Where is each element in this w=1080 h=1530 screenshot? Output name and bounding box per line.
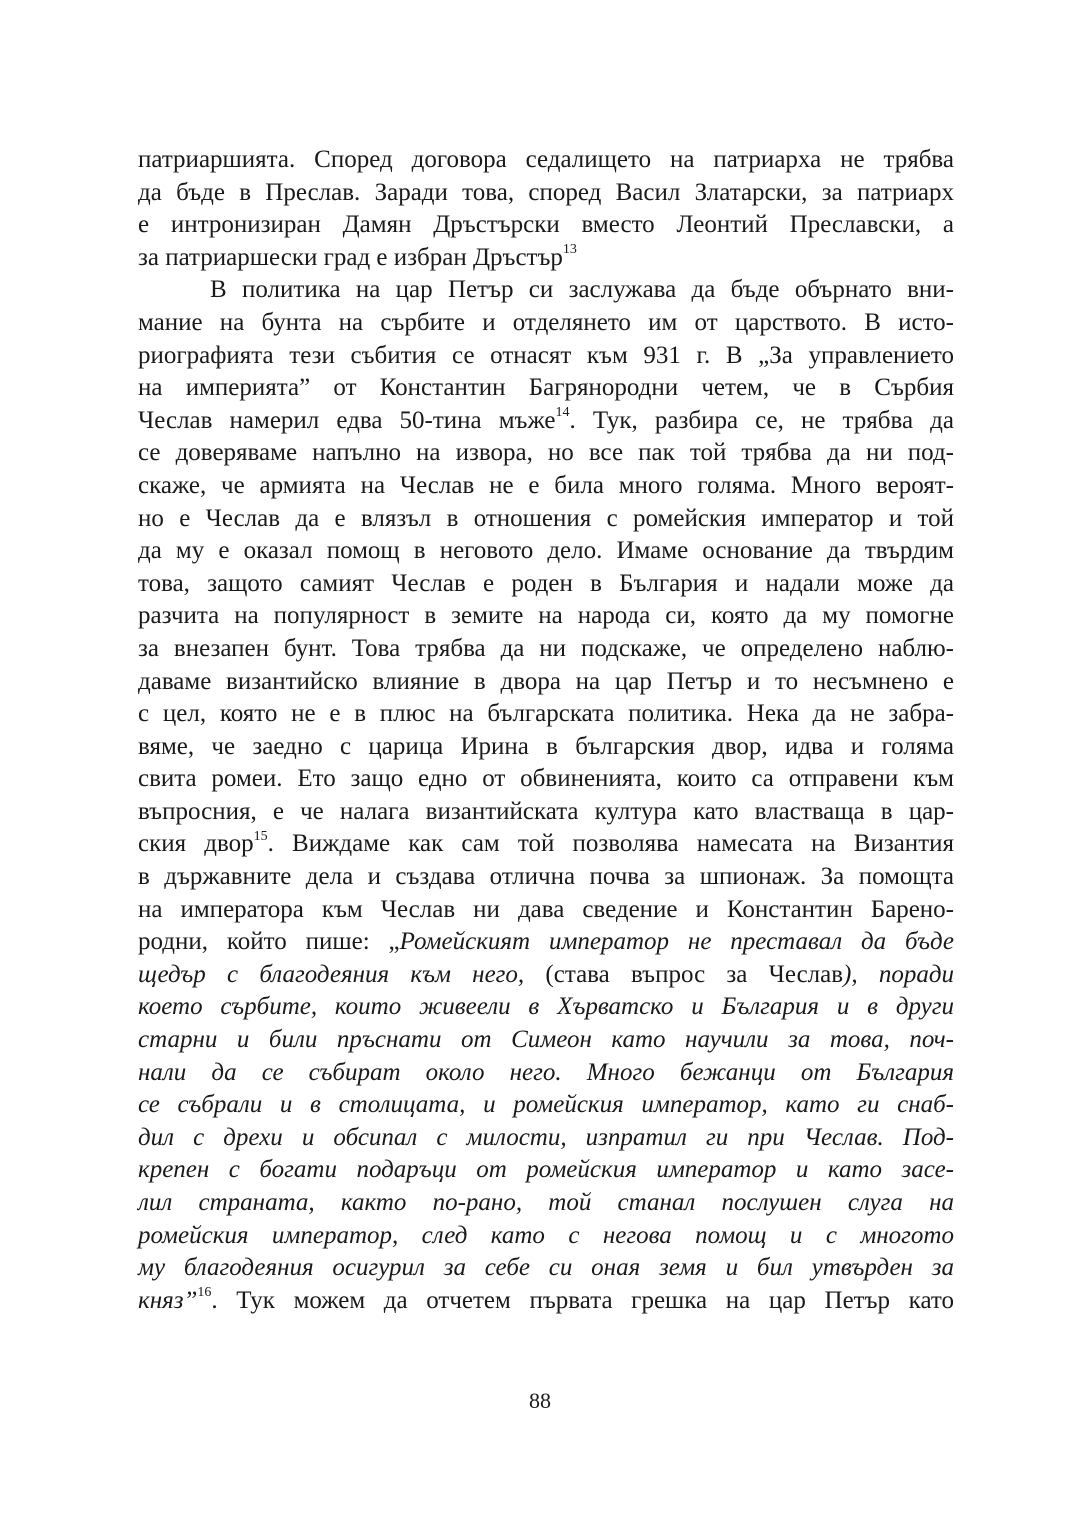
text-line — [138, 1285, 954, 1318]
text-line — [138, 340, 954, 373]
italic-text: му благодеяния осигурил за себе си оная земя и бил утвърден за — [138, 1254, 954, 1282]
footnote-ref: 16 — [197, 1285, 212, 1301]
line-text: . Тук, разбира се, не трябва да — [569, 406, 954, 434]
line-text: да бъде в Преслав. Заради това, според Васил Златарски, за патриарх — [138, 178, 954, 206]
text-line — [138, 503, 954, 536]
line-text: В политика на цар Петър си заслужава да бъде обърнато вни- — [210, 276, 954, 304]
text-line — [138, 763, 954, 796]
line-text: на империята” от Константин Багрянородни четем, че в Сърбия — [138, 374, 954, 402]
italic-text: дил с дрехи и обсипал с милости, изпратил ги при Чеслав. Под- — [138, 1123, 954, 1151]
line-text: да му е оказал помощ в неговото дело. Имаме основание да твърдим — [138, 537, 954, 565]
text-line — [138, 1187, 954, 1220]
line-text: (става въпрос за Чеслав — [524, 960, 844, 988]
text-line — [138, 307, 954, 340]
text-line — [138, 470, 954, 503]
text-line — [138, 209, 954, 242]
text-line — [138, 1154, 954, 1187]
italic-text: старни и били пръснати от Симеон като научили за това, поч- — [138, 1026, 954, 1054]
line-text: с цел, която не е в плюс на българската политика. Нека да не забра- — [138, 700, 954, 728]
line-text: но е Чеслав да е влязъл в отношения с ромейския император и той — [138, 504, 954, 532]
text-line — [138, 1024, 954, 1057]
italic-text: княз” — [138, 1286, 198, 1314]
line-text: се доверяваме напълно на извора, но все пак той трябва да ни под- — [138, 439, 954, 467]
italic-text: се събрали и в столицата, и ромейския император, като ги снаб- — [138, 1091, 954, 1119]
body-text — [138, 144, 954, 1317]
line-text: . Виждаме как сам той позволява намесата на Византия — [267, 830, 954, 858]
text-line — [138, 698, 954, 731]
text-line — [138, 437, 954, 470]
text-line — [138, 894, 954, 927]
line-text: патриаршията. Според договора седалището на патриарха не трябва — [138, 146, 954, 173]
text-line — [138, 991, 954, 1024]
italic-text: нали да се събират около него. Много бежанци от България — [138, 1058, 954, 1086]
text-line — [138, 242, 954, 275]
text-line — [138, 959, 954, 992]
page-number: 88 — [529, 1388, 551, 1413]
text-line — [138, 633, 954, 666]
italic-text: ), поради — [843, 960, 954, 988]
text-line — [138, 828, 954, 861]
line-text: за патриаршески град е избран Дръстър — [138, 243, 563, 271]
italic-text: което сърбите, които живеели в Хърватско и България и в други — [138, 993, 954, 1021]
line-text: ския двор — [138, 830, 254, 858]
text-line — [138, 1089, 954, 1122]
text-line — [138, 144, 954, 177]
text-line — [138, 405, 954, 438]
line-text: разчита на популярност в земите на народа си, която да му помогне — [138, 602, 954, 630]
line-text: риографията тези събития се отнасят към 931 г. В „За управлението — [138, 341, 954, 369]
text-line — [138, 926, 954, 959]
text-line — [138, 1252, 954, 1285]
text-line — [138, 666, 954, 699]
footnote-ref: 15 — [253, 829, 268, 845]
italic-text: ромейския император, след като с негова помощ и с многото — [138, 1221, 954, 1249]
text-line — [138, 274, 954, 307]
text-line — [138, 1122, 954, 1155]
line-text: е интронизиран Дамян Дръстърски вместо Леонтий Преславски, а — [138, 211, 954, 239]
text-line — [138, 177, 954, 210]
line-text: даваме византийско влияние в двора на цар Петър и то несъмнено е — [138, 667, 954, 695]
line-text: родни, който пише: „ — [138, 928, 400, 956]
text-line — [138, 1220, 954, 1253]
text-line — [138, 1057, 954, 1090]
text-line — [138, 600, 954, 633]
line-text: свита ромеи. Ето защо едно от обвиненията, които са отправени към — [138, 765, 954, 793]
line-text: скаже, че армията на Чеслав не е била много голяма. Много вероят- — [138, 471, 954, 499]
text-line — [138, 568, 954, 601]
italic-text: крепен с богати подаръци от ромейския император и като засе- — [138, 1156, 954, 1184]
italic-text: Ромейският император не преставал да бъде — [399, 928, 954, 956]
text-line — [138, 731, 954, 764]
line-text: това, защото самият Чеслав е роден в България и надали може да — [138, 569, 954, 597]
line-text: . Тук можем да отчетем първата грешка на цар Петър като — [211, 1286, 954, 1314]
text-line — [138, 372, 954, 405]
line-text: на императора към Чеслав ни дава сведение и Константин Барено- — [138, 895, 954, 923]
line-text: в държавните дела и създава отлична почва за шпионаж. За помощта — [138, 863, 954, 891]
line-text: въпросния, е че налага византийската култура като властваща в цар- — [138, 797, 954, 825]
text-line — [138, 861, 954, 894]
line-text: Чеслав намерил едва 50-тина мъже — [138, 406, 556, 434]
italic-text: лил страната, както по-рано, той станал послушен слуга на — [138, 1189, 954, 1216]
footnote-ref: 14 — [555, 405, 570, 421]
text-line — [138, 535, 954, 568]
italic-text: щедър с благодеяния към него, — [138, 960, 525, 988]
text-line — [138, 796, 954, 829]
line-text: мание на бунта на сърбите и отделянето им от царството. В исто- — [138, 308, 954, 336]
line-text: вяме, че заедно с царица Ирина в българския двор, идва и голяма — [138, 732, 954, 760]
line-text: за внезапен бунт. Това трябва да ни подскаже, че определено наблю- — [138, 634, 954, 662]
footnote-ref: 13 — [562, 242, 577, 258]
